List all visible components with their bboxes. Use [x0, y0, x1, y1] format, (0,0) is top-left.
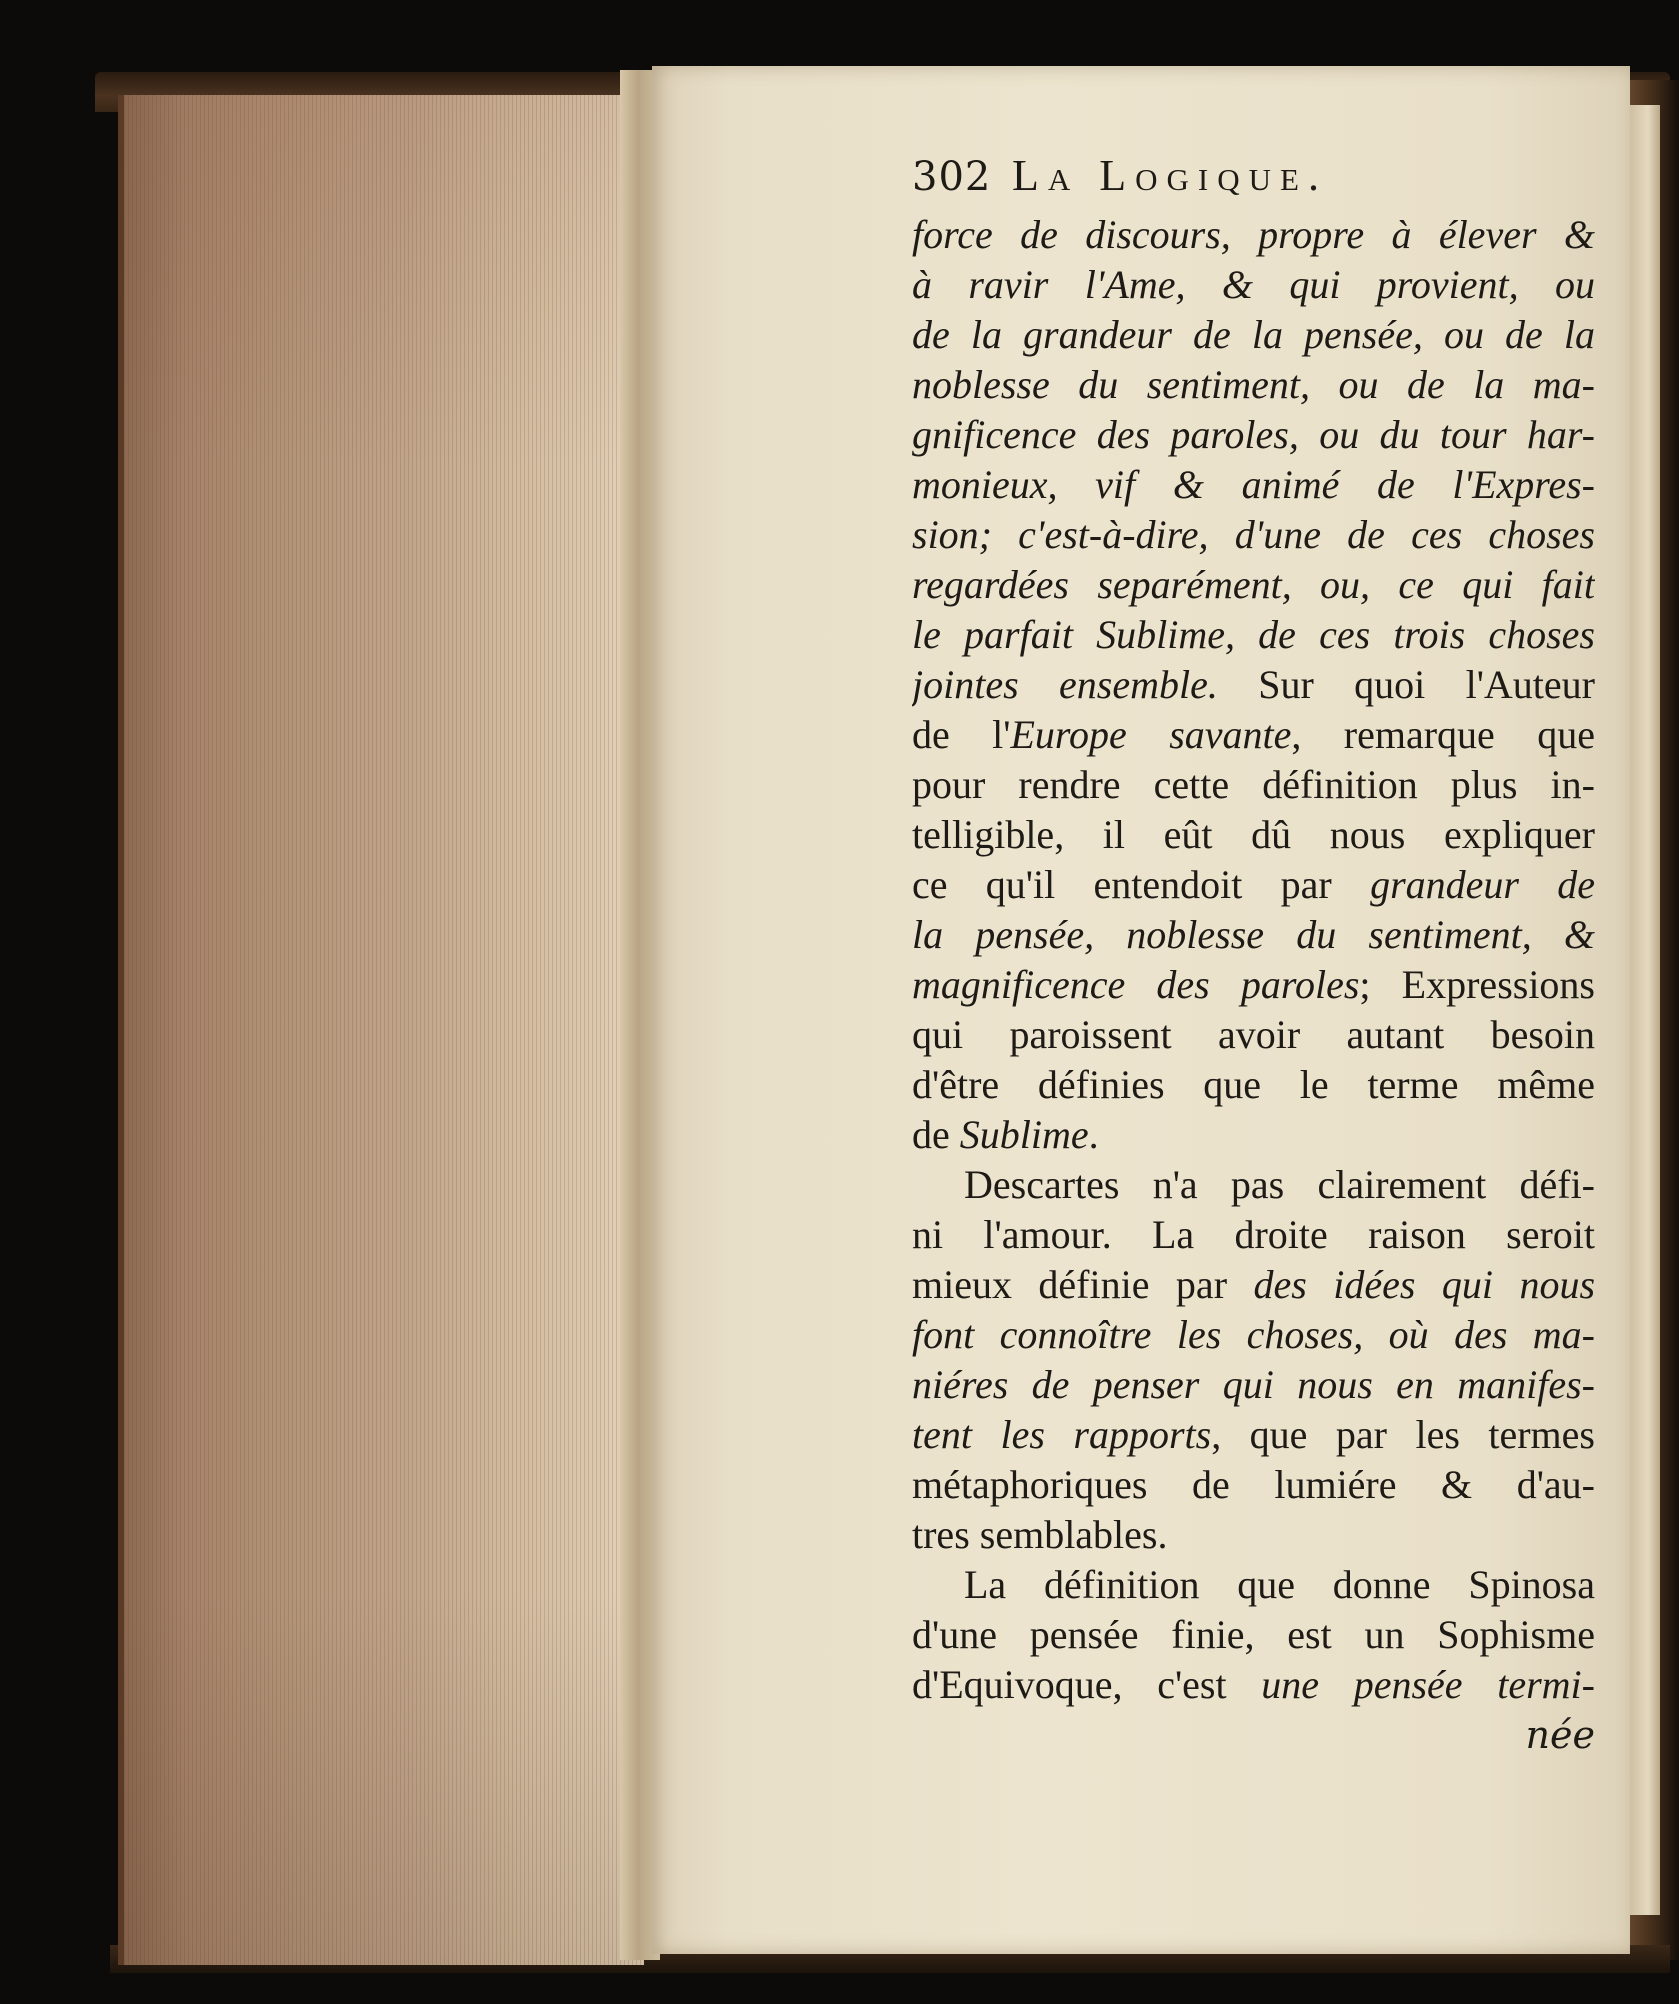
- roman-text-span: Sur quoi l'Auteur: [1258, 662, 1595, 707]
- italic-text-span: noblesse du sentiment, ou de la ma-: [912, 362, 1595, 407]
- roman-text-span: , que par les termes: [1211, 1412, 1595, 1457]
- text-line: [912, 510, 1595, 560]
- text-line: [912, 1110, 1595, 1160]
- italic-text-span: Sublime: [959, 1112, 1089, 1157]
- italic-text-span: gnificence des paroles, ou du tour har-: [912, 412, 1595, 457]
- italic-text-span: grandeur de: [1370, 862, 1595, 907]
- text-line: [912, 810, 1595, 860]
- roman-text-span: ni l'amour. La droite raison seroit: [912, 1212, 1595, 1257]
- running-head-title: La Logique.: [1012, 151, 1328, 200]
- text-line: [912, 760, 1595, 810]
- roman-text-span: ce qu'il entendoit par: [912, 862, 1371, 907]
- roman-text-span: ; Expressions: [1359, 962, 1595, 1007]
- text-line: [912, 860, 1595, 910]
- text-line: [912, 1610, 1595, 1660]
- text-line: [912, 410, 1595, 460]
- text-line: [912, 1310, 1595, 1360]
- roman-text-span: de l': [912, 712, 1011, 757]
- roman-text-span: d'être définies que le terme même: [912, 1062, 1595, 1107]
- text-lines: [912, 210, 1595, 1710]
- italic-text-span: sion; c'est-à-dire, d'une de ces choses: [912, 512, 1595, 557]
- text-line: [912, 1060, 1595, 1110]
- roman-text-span: métaphoriques de lumiére & d'au-: [912, 1462, 1595, 1507]
- italic-text-span: à ravir l'Ame, & qui provient, ou: [912, 262, 1595, 307]
- text-line: [912, 1560, 1595, 1610]
- roman-text-span: d'une pensée finie, est un Sophisme: [912, 1612, 1595, 1657]
- text-line: [912, 1510, 1595, 1560]
- text-line: [912, 260, 1595, 310]
- italic-text-span: tent les rapports: [912, 1412, 1212, 1457]
- text-line: [912, 1210, 1595, 1260]
- text-line: [912, 960, 1595, 1010]
- text-line: [912, 560, 1595, 610]
- roman-text-span: tres semblables.: [912, 1512, 1168, 1557]
- catchword: née: [1525, 1713, 1595, 1757]
- text-line: [912, 610, 1595, 660]
- roman-text-span: .: [1088, 1112, 1099, 1157]
- text-line: [912, 710, 1595, 760]
- text-line: [912, 210, 1595, 260]
- italic-text-span: regardées separément, ou, ce qui fait: [912, 562, 1595, 607]
- italic-text-span: font connoître les choses, où des ma-: [912, 1312, 1595, 1357]
- italic-text-span: la pensée, noblesse du sentiment, &: [912, 912, 1595, 957]
- text-line: [912, 660, 1595, 710]
- running-head: [912, 150, 1595, 210]
- text-line: [912, 1360, 1595, 1410]
- italic-text-span: niéres de penser qui nous en manifes-: [912, 1362, 1595, 1407]
- roman-text-span: La définition que donne Spinosa: [964, 1562, 1595, 1607]
- roman-text-span: d'Equivoque, c'est: [912, 1662, 1262, 1707]
- italic-text-span: une pensée termi-: [1261, 1662, 1595, 1707]
- italic-text-span: force de discours, propre à élever &: [912, 212, 1595, 257]
- text-line: [912, 310, 1595, 360]
- italic-text-span: le parfait Sublime, de ces trois choses: [912, 612, 1595, 657]
- italic-text-span: magnificence des paroles: [912, 962, 1360, 1007]
- text-line: [912, 1660, 1595, 1710]
- text-line: [912, 1460, 1595, 1510]
- roman-text-span: qui paroissent avoir autant besoin: [912, 1012, 1595, 1057]
- next-page-edge: [1630, 105, 1660, 1915]
- italic-text-span: des idées qui nous: [1253, 1262, 1595, 1307]
- text-line: [912, 910, 1595, 960]
- page-edges-stack: [118, 95, 644, 1965]
- roman-text-span: pour rendre cette définition plus in-: [912, 762, 1595, 807]
- text-line: [912, 1160, 1595, 1210]
- text-line: [912, 360, 1595, 410]
- page-text-block: [912, 150, 1595, 1760]
- text-line: [912, 460, 1595, 510]
- roman-text-span: Descartes n'a pas clairement défi-: [964, 1162, 1595, 1207]
- italic-text-span: jointes ensemble.: [912, 662, 1259, 707]
- italic-text-span: de la grandeur de la pensée, ou de la: [912, 312, 1595, 357]
- roman-text-span: mieux définie par: [912, 1262, 1254, 1307]
- page-number: 302: [912, 154, 992, 200]
- roman-text-span: , remarque que: [1291, 712, 1595, 757]
- roman-text-span: telligible, il eût dû nous expliquer: [912, 812, 1595, 857]
- roman-text-span: de: [912, 1112, 960, 1157]
- italic-text-span: monieux, vif & animé de l'Expres-: [912, 462, 1595, 507]
- italic-text-span: Europe savante: [1010, 712, 1292, 757]
- text-line: [912, 1410, 1595, 1460]
- text-line: [912, 1260, 1595, 1310]
- text-line: [912, 1010, 1595, 1060]
